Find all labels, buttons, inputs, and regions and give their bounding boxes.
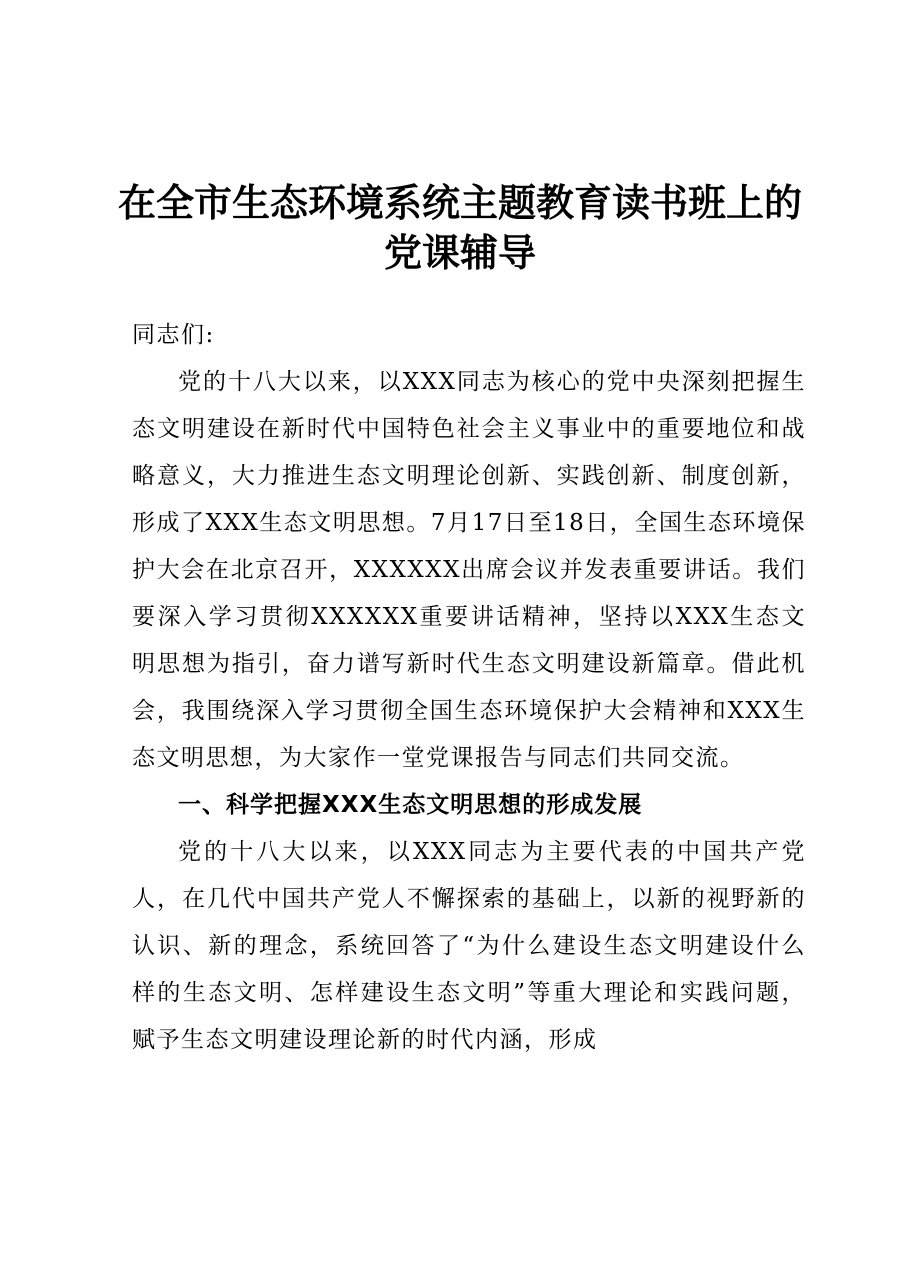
document-body xyxy=(132,312,806,1064)
document-title: 在全市生态环境系统主题教育读书班上的党课辅导 xyxy=(117,180,802,275)
body-paragraph: 党的十八大以来，以XXX同志为核心的党中央深刻把握生态文明建设在新时代中国特色社会主义事业中的重要地位和战略意义，大力推进生态文明理论创新、实践创新、制度创新，形成了XXX生态文明思想。7月17日至18日，全国生态环境保护大会在北京召开，XXXXXX出席会议并发表重要讲话。我们要深入学习贯彻XXXXXX重要讲话精神，坚持以XXX生态文明思想为指引，奋力谱写新时代生态文明建设新篇章。借此机会，我围绕深入学习贯彻全国生态环境保护大会精神和XXX生态文明思想，为大家作一堂党课报告与同志们共同交流。 xyxy=(132,369,806,771)
section-heading: 一、科学把握XXX生态文明思想的形成发展 xyxy=(178,792,643,818)
salutation: 同志们: xyxy=(132,322,215,348)
body-paragraph: 党的十八大以来，以XXX同志为主要代表的中国共产党人，在几代中国共产党人不懈探索的基础上，以新的视野新的认识、新的理念，系统回答了“为什么建设生态文明建设什么样的生态文明、怎样建设生态文明”等重大理论和实践问题，赋予生态文明建设理论新的时代内涵，形成 xyxy=(132,839,806,1053)
